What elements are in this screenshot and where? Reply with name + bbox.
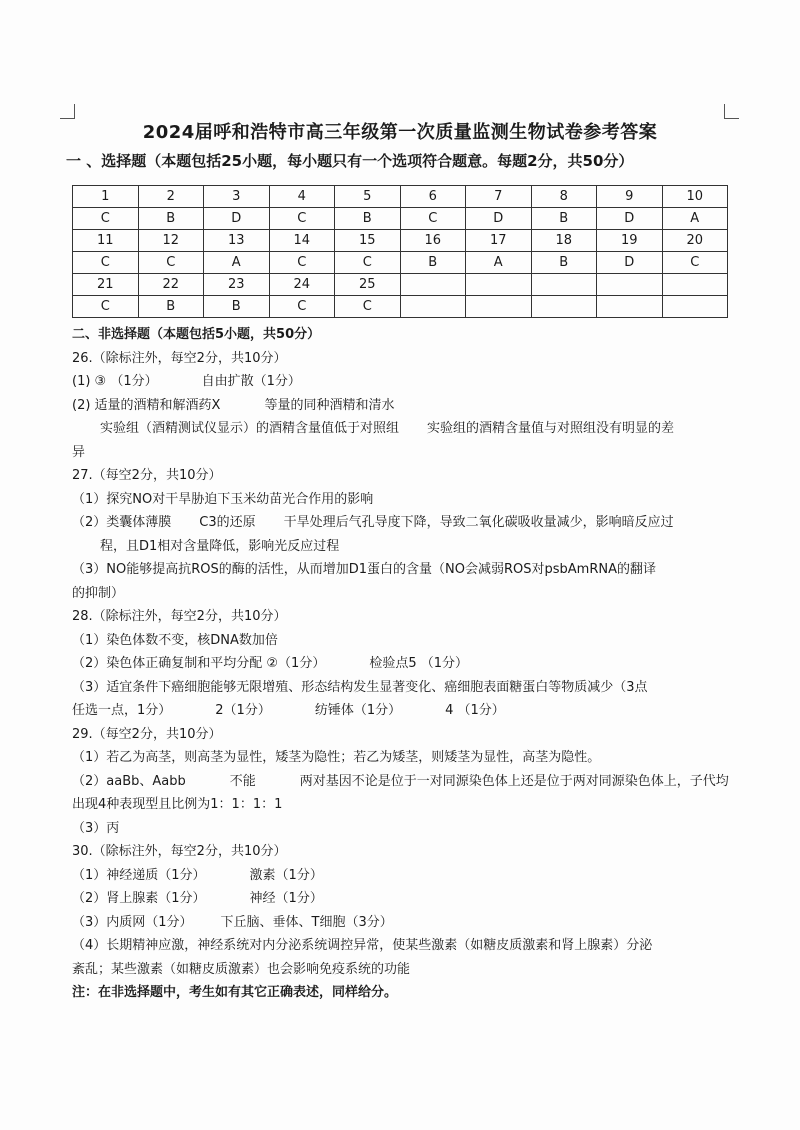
q28-line3: （3）适宜条件下癌细胞能够无限增殖、形态结构发生显著变化、癌细胞表面糖蛋白等物质减少（3点 [72,679,648,695]
q30-l3b: 下丘脑、垂体、T细胞（3分） [220,914,393,930]
q30-l1b: 激素（1分） [249,867,323,883]
q27-line1: （1）探究NO对干旱胁迫下玉米幼苗光合作用的影响 [72,491,374,507]
question-number-cell: 9 [597,186,663,208]
answer-cell: A [662,208,728,230]
q29-l2a: （2）aaBb、Aabb [72,773,186,789]
answer-cell: B [531,208,597,230]
q28-line1: （1）染色体数不变，核DNA数加倍 [72,632,278,648]
answer-cell: A [204,252,270,274]
q26-l3a: 实验组（酒精测试仪显示）的酒精含量值低于对照组 [100,421,400,436]
answer-cell: C [269,296,335,318]
section2-heading: 二、非选择题（本题包括5小题，共50分） [72,327,321,342]
question-number-cell: 2 [138,186,204,208]
q28-l2b: 检验点5 （1分） [369,656,469,671]
q26-l1a: (1) ③ （1分） [72,374,158,389]
answer-cell: C [73,296,139,318]
q28-l4d: 4 （1分） [445,703,505,718]
q28-l4a: 任选一点，1分） [72,703,172,718]
q26-l2a: (2) 适量的酒精和解酒药X [72,397,221,413]
answer-cell: D [597,208,663,230]
q27-line5: 的抑制） [72,585,125,601]
answer-cell [531,296,597,318]
question-number-cell: 21 [73,274,139,296]
q26-line2 [72,394,732,418]
q29-line1: （1）若乙为高茎，则高茎为显性，矮茎为隐性；若乙为矮茎，则矮茎为显性，高茎为隐性。 [72,750,601,765]
answer-cell [597,296,663,318]
answer-cell: B [138,208,204,230]
question-number-cell: 23 [204,274,270,296]
q27-l2b: C3的还原 [199,515,256,530]
answer-cell: D [204,208,270,230]
answer-cell: C [73,252,139,274]
answer-cell: A [466,252,532,274]
q26-line1 [72,370,732,394]
q30-line4: （4）长期精神应激，神经系统对内分泌系统调控异常，使某些激素（如糖皮质激素和肾上腺素）分泌 [72,938,653,953]
q29-line3: 出现4种表现型且比例为1：1：1：1 [72,797,283,812]
answer-cell: B [138,296,204,318]
corner-mark-right [724,104,739,119]
answer-cell: C [138,252,204,274]
q26-line4: 异 [72,444,86,460]
question-number-row [73,230,728,252]
answer-cell [662,296,728,318]
question-number-cell: 5 [335,186,401,208]
q29-l2b: 不能 [229,773,256,789]
question-number-cell: 12 [138,230,204,252]
answer-cell: D [597,252,663,274]
answer-cell: C [335,252,401,274]
question-number-cell [662,274,728,296]
answer-table [72,185,728,318]
q27-head: 27.（每空2分，共10分） [72,468,222,483]
q30-l2a: （2）肾上腺素（1分） [72,891,206,906]
q30-line3 [72,911,732,935]
q28-l4c: 纺锤体（1分） [314,703,402,718]
question-number-cell: 4 [269,186,335,208]
question-number-cell [597,274,663,296]
q28-line2 [72,652,732,676]
question-number-cell: 24 [269,274,335,296]
question-number-cell: 6 [400,186,466,208]
question-number-cell: 15 [335,230,401,252]
q27-line4: （3）NO能够提高抗ROS的酶的活性，从而增加D1蛋白的含量（NO会减弱ROS对psbAmRNA的翻译 [72,562,656,577]
answer-cell: C [269,252,335,274]
answer-cell: C [269,208,335,230]
answer-cell: B [531,252,597,274]
note: 注：在非选择题中，考生如有其它正确表述，同样给分。 [72,985,398,1000]
q29-line4: （3）丙 [72,820,120,836]
answer-cell: C [400,208,466,230]
answer-row [73,208,728,230]
answer-cell: C [662,252,728,274]
answer-cell [400,296,466,318]
answer-row [73,252,728,274]
q28-line4 [72,699,732,723]
q30-line2 [72,887,732,911]
question-number-cell: 11 [73,230,139,252]
answer-cell: B [400,252,466,274]
question-number-cell: 25 [335,274,401,296]
question-number-cell: 16 [400,230,466,252]
q28-l4b: 2（1分） [215,703,271,718]
q29-head: 29.（每空2分，共10分） [72,726,222,742]
question-number-cell [531,274,597,296]
question-number-cell: 22 [138,274,204,296]
q28-l2a: （2）染色体正确复制和平均分配 ②（1分） [72,656,326,671]
question-number-cell: 3 [204,186,270,208]
q27-line3: 程，且D1相对含量降低，影响光反应过程 [100,538,340,554]
question-number-cell: 19 [597,230,663,252]
q28-head: 28.（除标注外，每空2分，共10分） [72,609,287,624]
q30-l3a: （3）内质网（1分） [72,914,193,930]
question-number-cell: 20 [662,230,728,252]
q30-line1 [72,864,732,888]
q26-line3 [72,417,732,441]
q30-l2b: 神经（1分） [249,891,323,906]
q27-l2c: 干旱处理后气孔导度下降，导致二氧化碳吸收量减少，影响暗反应过 [283,515,674,530]
q26-head: 26.（除标注外，每空2分，共10分） [72,350,287,366]
q26-l1b: 自由扩散（1分） [201,374,301,389]
section2 [72,323,732,1005]
question-number-cell: 17 [466,230,532,252]
question-number-cell [466,274,532,296]
question-number-cell: 13 [204,230,270,252]
q30-l1a: （1）神经递质（1分） [72,867,206,883]
question-number-cell: 7 [466,186,532,208]
section1-heading: 一 、选择题（本题包括25小题，每小题只有一个选项符合题意。每题2分，共50分） [66,152,634,170]
answer-row [73,296,728,318]
q27-line2 [72,511,732,535]
answer-cell: B [204,296,270,318]
page-title: 2024届呼和浩特市高三年级第一次质量监测生物试卷参考答案 [142,122,658,143]
question-number-cell: 18 [531,230,597,252]
question-number-cell [400,274,466,296]
q29-l2c: 两对基因不论是位于一对同源染色体上还是位于两对同源染色体上，子代均 [299,773,729,789]
answer-cell: C [73,208,139,230]
question-number-cell: 14 [269,230,335,252]
q30-line5: 紊乱；某些激素（如糖皮质激素）也会影响免疫系统的功能 [72,961,411,977]
answer-cell [466,296,532,318]
corner-mark-left [60,104,75,119]
question-number-row [73,186,728,208]
answer-cell: B [335,208,401,230]
question-number-cell: 8 [531,186,597,208]
question-number-cell: 1 [73,186,139,208]
answer-cell: C [335,296,401,318]
q26-l2b: 等量的同种酒精和清水 [264,397,395,413]
q30-head: 30.（除标注外，每空2分，共10分） [72,844,287,859]
q27-l2a: （2）类囊体薄膜 [72,515,172,530]
question-number-row [73,274,728,296]
question-number-cell: 10 [662,186,728,208]
q26-l3b: 实验组的酒精含量值与对照组没有明显的差 [427,421,675,436]
q29-line2 [72,770,732,794]
answer-cell: D [466,208,532,230]
